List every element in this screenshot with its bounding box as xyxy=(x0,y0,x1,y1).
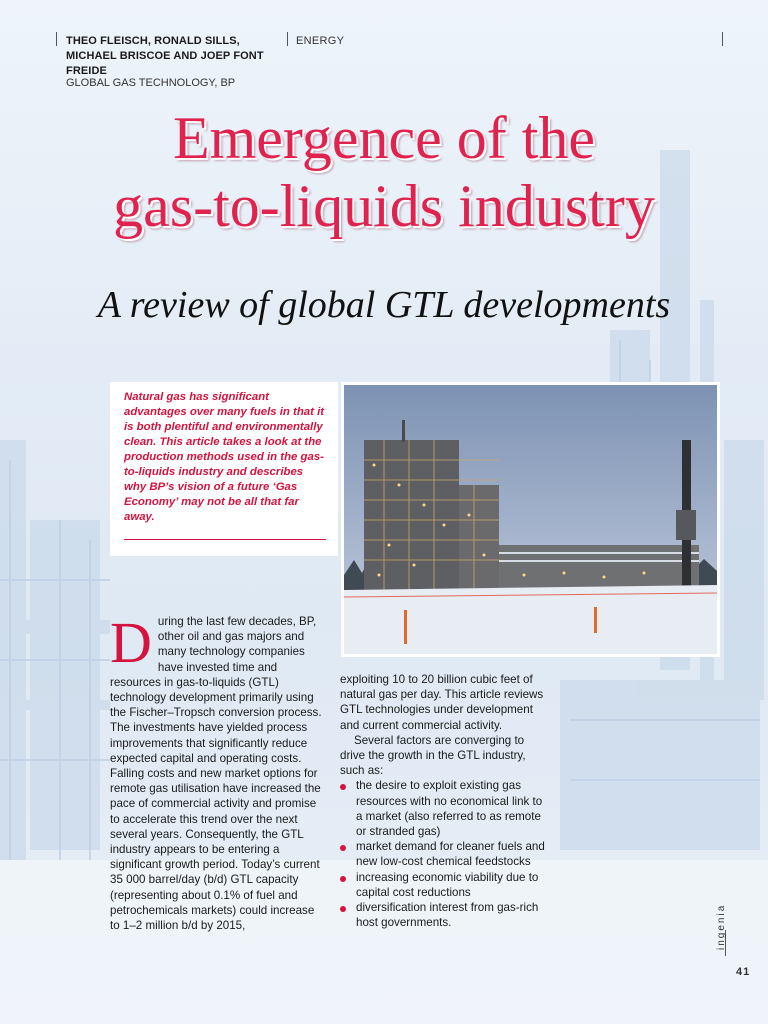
plant-photo xyxy=(341,382,720,657)
author-affiliation: GLOBAL GAS TECHNOLOGY, BP xyxy=(66,77,236,89)
body-paragraph-1: exploiting 10 to 20 billion cubic feet of natural gas per day. This article reviews GTL technologies under development and current commercial activity. xyxy=(340,673,544,732)
article-title-line-2: gas-to-liquids industry xyxy=(113,173,655,239)
factor-list xyxy=(340,778,550,930)
bullet-icon xyxy=(340,784,346,790)
list-item-text: market demand for cleaner fuels and new low-cost chemical feedstocks xyxy=(356,840,545,869)
intro-box xyxy=(110,382,338,556)
bullet-icon xyxy=(340,906,346,912)
section-label: ENERGY xyxy=(296,35,345,47)
page-number: 41 xyxy=(736,966,751,978)
article-title-line-1: Emergence of the xyxy=(172,105,596,171)
article-subtitle: A review of global GTL developments xyxy=(97,284,671,326)
list-item xyxy=(340,778,550,839)
list-item xyxy=(340,870,550,900)
article-title xyxy=(0,104,768,240)
header-rule-mid xyxy=(287,32,288,46)
body-paragraph-2: Several factors are converging to drive the growth in the GTL industry, such as: xyxy=(340,733,526,778)
magazine-name: ingenia xyxy=(716,903,727,950)
bullet-icon xyxy=(340,876,346,882)
header-rule-right xyxy=(722,32,723,46)
body-column-2 xyxy=(340,672,550,930)
drop-cap: D xyxy=(110,610,152,675)
intro-rule xyxy=(124,539,326,540)
author-names: THEO FLEISCH, RONALD SILLS, MICHAEL BRISCOE AND JOEP FONT FREIDE xyxy=(66,35,264,77)
body-column-1-text: uring the last few decades, BP, other oil and gas majors and many technology companies have invested time and resources in gas-to-liquids (GTL) technology development primarily using the Fischer–Tropsch conversion process. The investments have yielded process improvements that significantly reduce expected capital and operating costs. Falling costs and new market options for remote gas utilisation have increased the pace of commercial activity and promise to accelerate this trend over the next several years. Consequently, the GTL industry appears to be entering a significant growth period. Today’s current 35 000 barrel/day (b/d) GTL capacity (representing about 0.1% of fuel and petrochemicals markets) could increase to 1–2 million b/d by 2015, xyxy=(110,615,322,933)
body-column-1 xyxy=(110,610,326,933)
bullet-icon xyxy=(340,845,346,851)
list-item xyxy=(340,900,550,930)
list-item-text: the desire to exploit existing gas resources with no economical link to a market (also referred to as remote or stranded gas) xyxy=(356,779,543,839)
list-item xyxy=(340,839,550,869)
header-rule-left xyxy=(56,32,57,46)
plant-photo-image xyxy=(344,385,717,654)
intro-text: Natural gas has significant advantages over many fuels in that it is both plentiful and environmentally clean. This article takes a look at the production methods used in the gas-to-liquids industry and describes why BP’s vision of a future ‘Gas Economy’ may not be all that far away. xyxy=(124,391,325,523)
list-item-text: increasing economic viability due to capital cost reductions xyxy=(356,870,539,899)
list-item-text: diversification interest from gas-rich host governments. xyxy=(356,901,539,930)
